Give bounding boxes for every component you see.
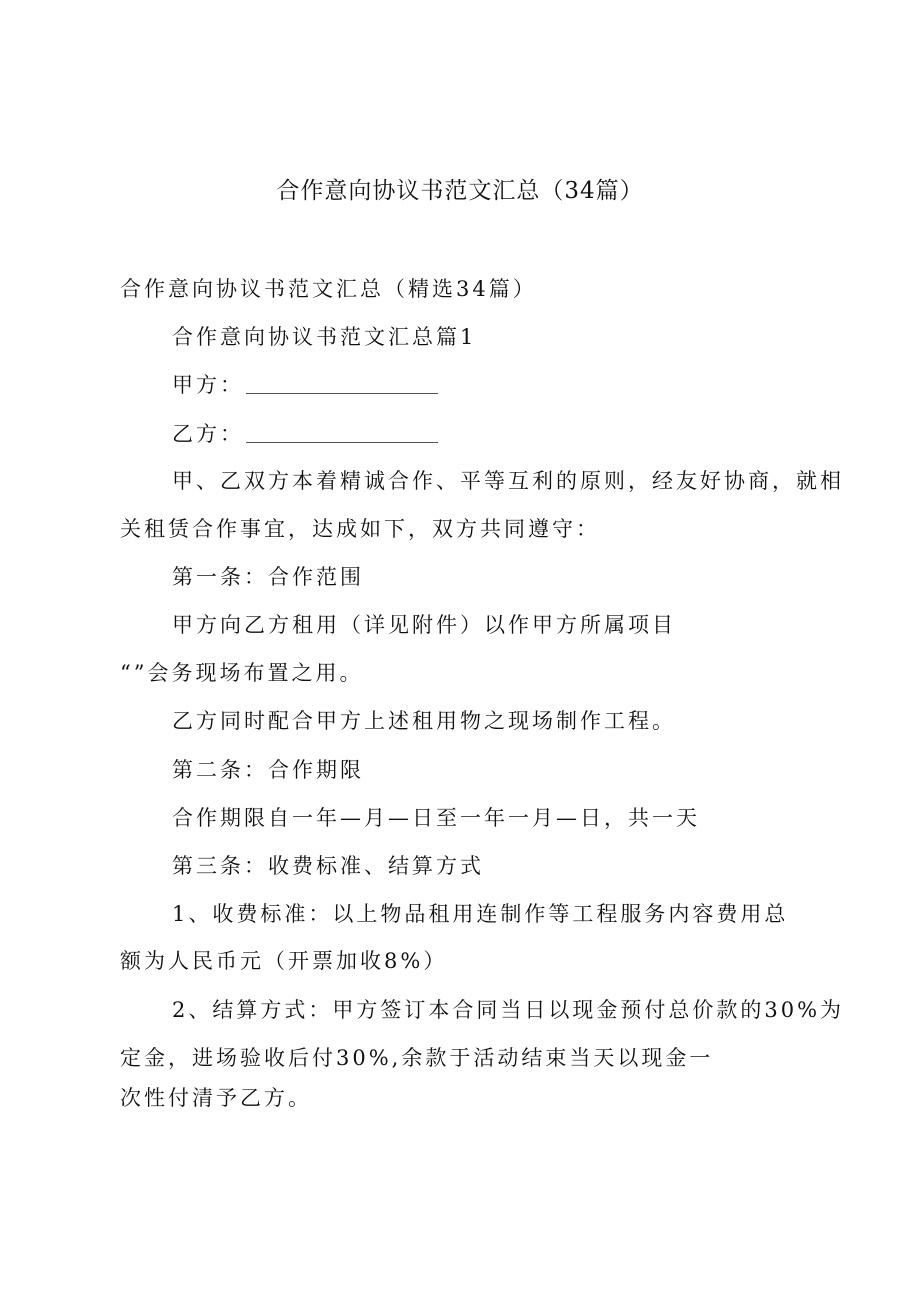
article-3-item-2-line-1: 2、结算方式：甲方签订本合同当日以现金预付总价款的30%为 bbox=[172, 998, 845, 1022]
party-a-blank-line bbox=[246, 373, 438, 394]
party-b-blank-line bbox=[246, 422, 438, 443]
party-a-row bbox=[172, 370, 438, 400]
document-subtitle: 合作意向协议书范文汇总（精选34篇） bbox=[120, 277, 537, 301]
article-3-item-2-line-3: 次性付清予乙方。 bbox=[120, 1086, 312, 1110]
article-3-heading: 第三条：收费标准、结算方式 bbox=[172, 854, 484, 878]
article-3-item-2-line-2: 定金，进场验收后付30%,余款于活动结束当天以现金一 bbox=[120, 1046, 714, 1070]
article-1-text-line-3: 乙方同时配合甲方上述租用物之现场制作工程。 bbox=[172, 709, 676, 733]
article-3-item-1-line-2: 额为人民币元（开票加收8%） bbox=[120, 949, 448, 973]
intro-text-line-1: 甲、乙双方本着精诚合作、平等互利的原则，经友好协商，就相 bbox=[172, 469, 844, 493]
article-1-heading: 第一条：合作范围 bbox=[172, 565, 364, 589]
article-1-text-line-1: 甲方向乙方租用（详见附件）以作甲方所属项目 bbox=[172, 613, 676, 637]
section-heading: 合作意向协议书范文汇总篇1 bbox=[172, 325, 477, 349]
article-2-text-line-1: 合作期限自一年—月—日至一年一月—日，共一天 bbox=[172, 806, 700, 830]
article-1-text-line-2: “”会务现场布置之用。 bbox=[120, 661, 364, 685]
article-3-item-1-line-1: 1、收费标准：以上物品租用连制作等工程服务内容费用总 bbox=[172, 902, 789, 926]
document-title: 合作意向协议书范文汇总（34篇） bbox=[276, 178, 644, 204]
party-b-label: 乙方： bbox=[172, 422, 244, 446]
article-2-heading: 第二条：合作期限 bbox=[172, 758, 364, 782]
party-a-label: 甲方： bbox=[172, 373, 244, 397]
party-b-row bbox=[172, 419, 438, 449]
intro-text-line-2: 关租赁合作事宜，达成如下，双方共同遵守： bbox=[120, 517, 600, 541]
